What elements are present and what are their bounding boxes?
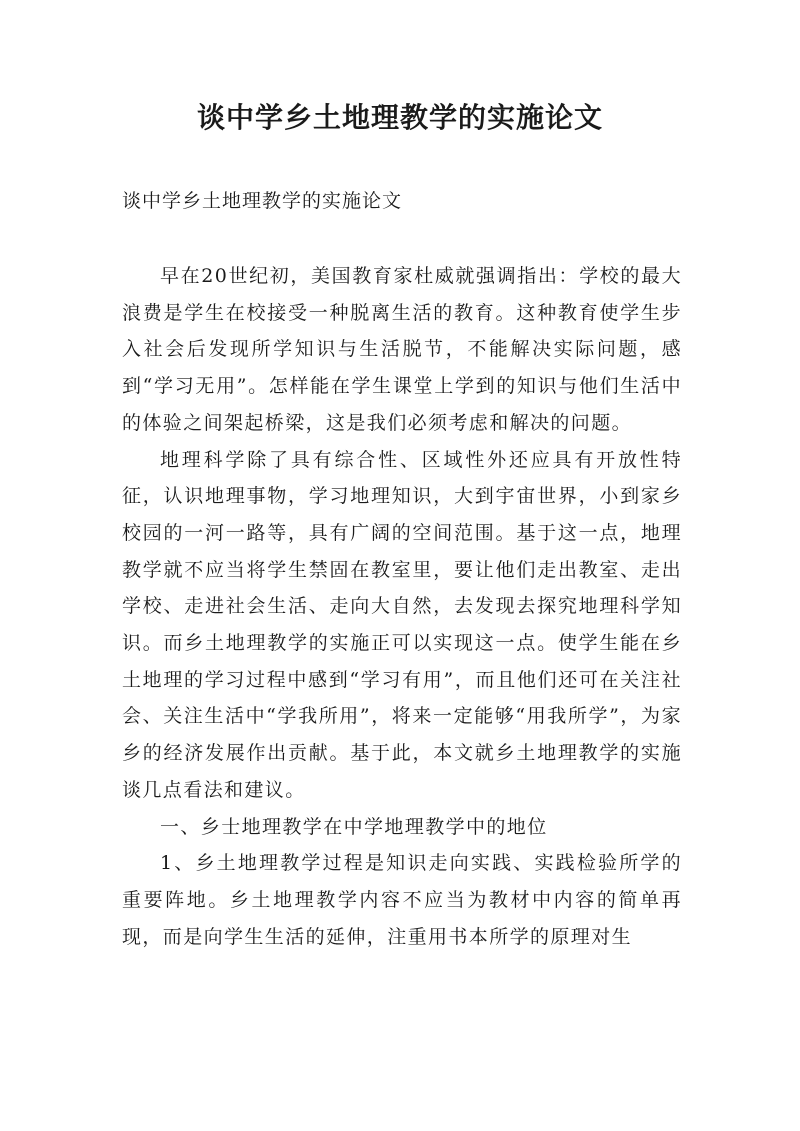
document-subtitle: 谈中学乡土地理教学的实施论文 bbox=[122, 190, 403, 212]
section-heading-1: 一、乡士地理教学在中学地理教学中的地位 bbox=[160, 815, 548, 838]
paragraph-intro: 早在20世纪初，美国教育家杜威就强调指出：学校的最大浪费是学生在校接受一种脱离生活的教育。这种教育使学生步入社会后发现所学知识与生活脱节，不能解决实际问题，感到“学习无用”。怎样能在学生课堂上学到的知识与他们生活中的体验之间架起桥梁，这是我们必须考虑和解决的问题。 bbox=[122, 265, 682, 434]
paragraph-geography-features: 地理科学除了具有综合性、区域性外还应具有开放性特征，认识地理事物，学习地理知识，大到宇宙世界，小到家乡校园的一河一路等，具有广阔的空间范围。基于这一点，地理教学就不应当将学生禁固在教室里，要让他们走出教室、走出学校、走进社会生活、走向大自然，去发现去探究地理科学知识。而乡土地理教学的实施正可以实现这一点。使学生能在乡土地理的学习过程中感到“学习有用”，而且他们还可在关注社会、关注生活中“学我所用”，将来一定能够“用我所学”，为家乡的经济发展作出贡献。基于此，本文就乡土地理教学的实施谈几点看法和建议。 bbox=[122, 448, 682, 801]
document-title: 谈中学乡土地理教学的实施论文 bbox=[196, 101, 603, 134]
document-body bbox=[122, 258, 682, 955]
paragraph-point-1: 1、乡土地理教学过程是知识走向实践、实践检验所学的重要阵地。乡土地理教学内容不应当为教材中内容的简单再现，而是向学生生活的延伸，注重用书本所学的原理对生 bbox=[122, 852, 682, 948]
